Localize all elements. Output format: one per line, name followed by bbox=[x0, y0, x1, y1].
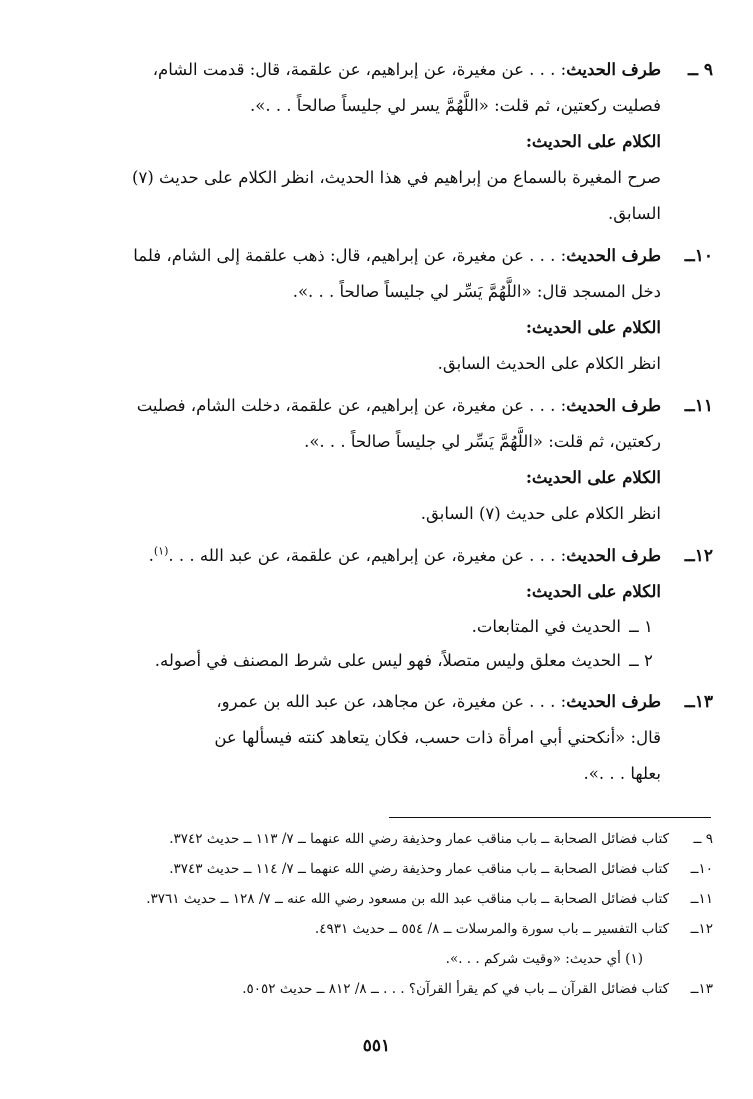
commentary-text: السابق. bbox=[608, 204, 661, 223]
commentary-heading: الكلام على الحديث: bbox=[525, 468, 661, 487]
entry-label: طرف الحديث bbox=[566, 546, 661, 565]
entry-number: ١٣ــ bbox=[684, 692, 713, 712]
item-text: الحديث في المتابعات. bbox=[471, 617, 621, 636]
entry-number: ١٢ــ bbox=[684, 546, 713, 566]
item-number: ٢ ــ bbox=[629, 651, 653, 670]
footnote bbox=[38, 884, 713, 914]
entry-line bbox=[38, 52, 661, 88]
entry-line bbox=[38, 538, 661, 574]
commentary-text: انظر الكلام على الحديث السابق. bbox=[437, 354, 661, 373]
hadith-entry-9 bbox=[38, 52, 713, 232]
footnote-number: ٩ ــ bbox=[693, 831, 713, 847]
footnote-number: ١٢ــ bbox=[690, 921, 713, 937]
footnote-number: ١٣ــ bbox=[690, 981, 713, 997]
footnote-text: كتاب فضائل الصحابة ــ باب مناقب عمار وحذيفة رضي الله عنهما ــ ٧/ ١١٤ ــ حديث ٣٧٤٣. bbox=[169, 861, 669, 877]
commentary-heading: الكلام على الحديث: bbox=[525, 132, 661, 151]
main-text bbox=[38, 52, 713, 798]
item-text: الحديث معلق وليس متصلاً، فهو ليس على شرط المصنف في أصوله. bbox=[154, 651, 621, 670]
entry-line bbox=[38, 684, 661, 720]
commentary-item bbox=[38, 644, 661, 678]
footnote-number: ١٠ــ bbox=[690, 861, 713, 877]
footnote-number: ١١ــ bbox=[690, 891, 713, 907]
footnote-text: كتاب التفسير ــ باب سورة والمرسلات ــ ٨/ ٥٥٤ ــ حديث ٤٩٣١. bbox=[314, 921, 669, 937]
footnote bbox=[38, 974, 713, 1004]
item-number: ١ ــ bbox=[629, 617, 653, 636]
commentary-text: صرح المغيرة بالسماع من إبراهيم في هذا الحديث، انظر الكلام على حديث (٧) bbox=[132, 168, 661, 187]
entry-label: طرف الحديث bbox=[566, 692, 661, 711]
footnote bbox=[38, 914, 713, 944]
commentary-item bbox=[38, 610, 661, 644]
hadith-entry-12 bbox=[38, 538, 713, 678]
commentary-text: انظر الكلام على حديث (٧) السابق. bbox=[420, 504, 661, 523]
entry-line: فصليت ركعتين، ثم قلت: «اللَّهُمَّ يسر لي جليساً صالحاً . . .». bbox=[249, 96, 661, 115]
entry-label: طرف الحديث bbox=[566, 396, 661, 415]
entry-number: ٩ ــ bbox=[687, 60, 713, 80]
sub-footnote bbox=[38, 944, 713, 974]
footnote bbox=[38, 824, 713, 854]
entry-text: : . . . عن مغيرة، عن مجاهد، عن عبد الله بن عمرو، bbox=[216, 692, 567, 711]
commentary-heading: الكلام على الحديث: bbox=[525, 582, 661, 601]
entry-number: ١٠ــ bbox=[684, 246, 713, 266]
footnote-text: (١) أي حديث: «وقيت شركم . . .». bbox=[445, 951, 643, 967]
footnote-text: كتاب فضائل الصحابة ــ باب مناقب عبد الله بن مسعود رضي الله عنه ــ ٧/ ١٢٨ ــ حديث ٣٧٦١. bbox=[146, 891, 669, 907]
entry-text-tail: . bbox=[148, 546, 154, 565]
entry-label: طرف الحديث bbox=[566, 246, 661, 265]
entry-line bbox=[38, 388, 661, 424]
footnote-text: كتاب فضائل القرآن ــ باب في كم يقرأ القرآن؟ . . . ــ ٨/ ٨١٢ ــ حديث ٥٠٥٢. bbox=[242, 981, 669, 997]
footnote-text: كتاب فضائل الصحابة ــ باب مناقب عمار وحذيفة رضي الله عنهما ــ ٧/ ١١٣ ــ حديث ٣٧٤٢. bbox=[169, 831, 669, 847]
entry-line: ركعتين، ثم قلت: «اللَّهُمَّ يَسِّر لي جليساً صالحاً . . .». bbox=[304, 432, 661, 451]
entry-number: ١١ــ bbox=[684, 396, 713, 416]
entry-text: : . . . عن مغيرة، عن إبراهيم، عن علقمة، دخلت الشام، فصليت bbox=[136, 396, 567, 415]
footnotes bbox=[38, 824, 713, 1004]
entry-line: بعلها . . .». bbox=[583, 764, 661, 783]
entry-line: دخل المسجد قال: «اللَّهُمَّ يَسِّر لي جليساً صالحاً . . .». bbox=[292, 282, 661, 301]
commentary-heading: الكلام على الحديث: bbox=[525, 318, 661, 337]
footnote bbox=[38, 854, 713, 884]
hadith-entry-13 bbox=[38, 684, 713, 792]
hadith-entry-10 bbox=[38, 238, 713, 382]
page-number: ٥٥١ bbox=[362, 1036, 391, 1056]
entry-text: : . . . عن مغيرة، عن إبراهيم، عن علقمة، قال: قدمت الشام، bbox=[152, 60, 567, 79]
entry-text: : . . . عن مغيرة، عن إبراهيم، عن علقمة، عن عبد الله . . . bbox=[168, 546, 567, 565]
hadith-entry-11 bbox=[38, 388, 713, 532]
entry-label: طرف الحديث bbox=[566, 60, 661, 79]
entry-text: : . . . عن مغيرة، عن إبراهيم، قال: ذهب علقمة إلى الشام، فلما bbox=[133, 246, 567, 265]
footnote-divider bbox=[389, 817, 711, 818]
footnote-marker: (١) bbox=[153, 544, 169, 558]
entry-line bbox=[38, 238, 661, 274]
entry-line: قال: «أنكحني أبي امرأة ذات حسب، فكان يتعاهد كنته فيسألها عن bbox=[214, 728, 661, 747]
